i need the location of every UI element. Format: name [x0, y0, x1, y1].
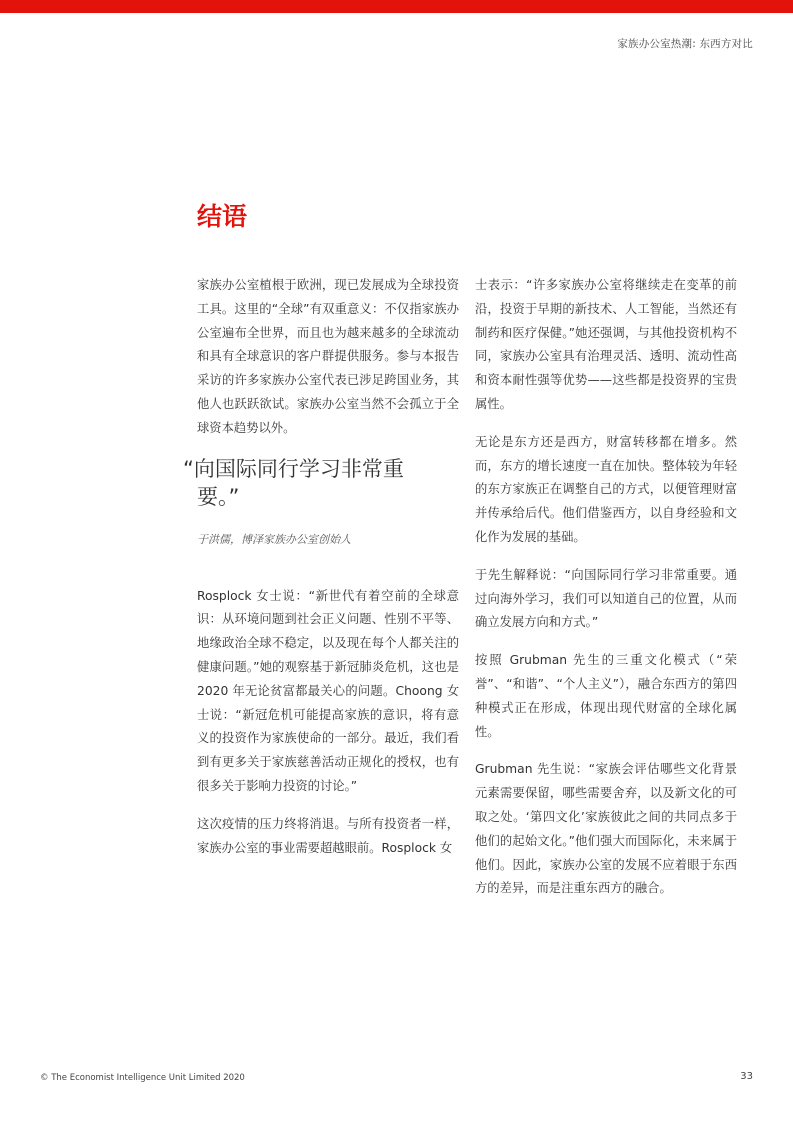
top-accent-bar	[0, 0, 793, 13]
body-paragraph: 于先生解释说：“向国际同行学习非常重要。通过向海外学习，我们可以知道自己的位置，从而确立发展方向和方式。”	[475, 567, 737, 630]
body-paragraph: 家族办公室植根于欧洲，现已发展成为全球投资工具。这里的“全球”有双重意义：不仅指家族办公室遍布全世界，而且也为越来越多的全球流动和具有全球意识的客户群提供服务。参与本报告采访的许多家族办公室代表已涉足跨国业务，其他人也跃跃欲试。家族办公室当然不会孤立于全球资本趋势以外。	[197, 278, 459, 435]
running-header: 家族办公室热潮: 东西方对比	[617, 38, 753, 50]
right-column	[475, 274, 737, 915]
body-paragraph: Grubman 先生说：“家族会评估哪些文化背景元素需要保留，哪些需要舍弃，以及新文化的可取之处。‘第四文化’家族彼此之间的共同点多于他们的起始文化。”他们强大而国际化，未来属于他们。因此，家族办公室的发展不应着眼于东西方的差异，而是注重东西方的融合。	[475, 762, 737, 896]
body-paragraph: Rosplock 女士说：“新世代有着空前的全球意识：从环境问题到社会正义问题、性别不平等、地缘政治全球不稳定，以及现在每个人都关注的健康问题。”她的观察基于新冠肺炎危机，这也是 2020 年无论贫富都最关心的问题。Choong 女士说：“新冠危机可能提高家族的意识，将有意义的投资作为家族使命的一部分。最近，我们看到有更多关于家族慈善活动正规化的授权，也有很多关于影响力投资的讨论。”	[197, 588, 459, 793]
body-paragraph: 无论是东方还是西方，财富转移都在增多。然而，东方的增长速度一直在加快。整体较为年轻的东方家族正在调整自己的方式，以便管理财富并传承给后代。他们借鉴西方，以自身经验和文化作为发展的基础。	[475, 434, 737, 544]
body-paragraph: 按照 Grubman 先生的三重文化模式（“荣誉”、“和谐”、“个人主义”），融合东西方的第四种模式正在形成，体现出现代财富的全球化属性。	[475, 653, 737, 739]
footer-copyright: © The Economist Intelligence Unit Limited 2020	[40, 1073, 245, 1083]
body-paragraph: 士表示：“许多家族办公室将继续走在变革的前沿，投资于早期的新技术、人工智能，当然还有制药和医疗保健。”她还强调，与其他投资机构不同，家族办公室具有治理灵活、透明、流动性高和资本耐性强等优势——这些都是投资界的宝贵属性。	[475, 278, 737, 411]
pull-quote-attribution: 于洪儒，博泽家族办公室创始人	[197, 532, 351, 546]
page-number: 33	[740, 1071, 753, 1082]
pull-quote-text: “向国际同行学习非常重要。”	[183, 456, 404, 509]
body-paragraph: 这次疫情的压力终将消退。与所有投资者一样，家族办公室的事业需要超越眼前。Rosplock 女	[197, 816, 459, 855]
left-column	[183, 274, 459, 874]
pull-quote	[183, 455, 423, 547]
section-title: 结语	[197, 202, 248, 231]
